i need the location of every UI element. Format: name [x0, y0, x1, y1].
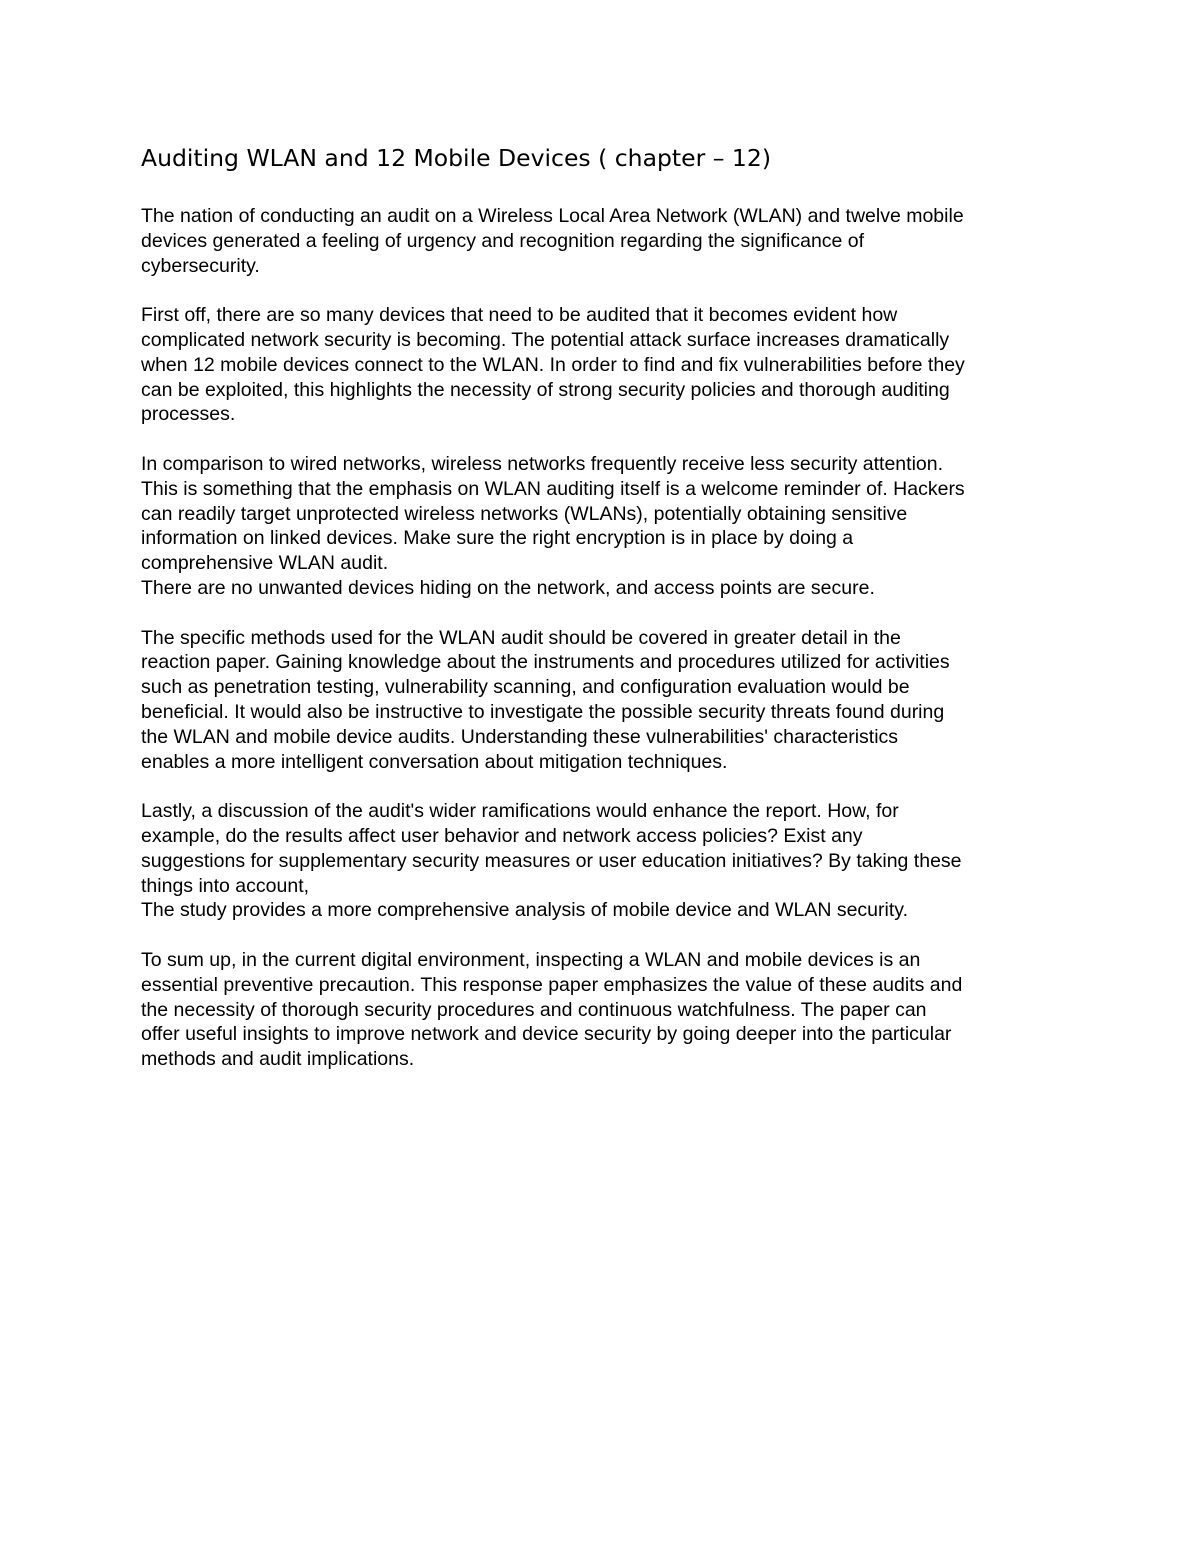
paragraph-audit-methods — [141, 626, 1061, 775]
text-line: This is something that the emphasis on WLAN auditing itself is a welcome reminder of. Hackers — [141, 477, 965, 500]
text-line: essential preventive precaution. This response paper emphasizes the value of these audits and — [141, 973, 963, 996]
text-line: the WLAN and mobile device audits. Understanding these vulnerabilities' characteristics — [141, 725, 899, 748]
paragraph-device-count — [141, 303, 1061, 427]
text-line: beneficial. It would also be instructive to investigate the possible security threats found during — [141, 700, 945, 723]
text-line: enables a more intelligent conversation about mitigation techniques. — [141, 750, 728, 773]
text-line: The specific methods used for the WLAN audit should be covered in greater detail in the — [141, 626, 901, 649]
text-line: processes. — [141, 403, 236, 426]
text-line: In comparison to wired networks, wireless networks frequently receive less security attention. — [141, 452, 944, 475]
text-line: There are no unwanted devices hiding on the network, and access points are secure. — [141, 576, 875, 599]
text-line: information on linked devices. Make sure the right encryption is in place by doing a — [141, 527, 854, 550]
text-line: things into account, — [141, 874, 310, 897]
text-line: example, do the results affect user behavior and network access policies? Exist any — [141, 824, 863, 847]
text-line: The nation of conducting an audit on a Wireless Local Area Network (WLAN) and twelve mobile — [141, 205, 964, 227]
text-line: complicated network security is becoming. The potential attack surface increases dramatically — [141, 328, 950, 351]
text-line: can be exploited, this highlights the necessity of strong security policies and thorough auditing — [141, 378, 950, 401]
text-line: suggestions for supplementary security measures or user education initiatives? By taking these — [141, 849, 962, 872]
document-body — [141, 143, 1061, 1097]
paragraph-intro — [141, 204, 1061, 278]
paragraph-ramifications — [141, 799, 1061, 923]
text-line: methods and audit implications. — [141, 1048, 415, 1071]
text-line: offer useful insights to improve network and device security by going deeper into the particular — [141, 1023, 952, 1046]
text-line: such as penetration testing, vulnerability scanning, and configuration evaluation would be — [141, 676, 910, 699]
text-line: comprehensive WLAN audit. — [141, 552, 389, 575]
text-line: reaction paper. Gaining knowledge about the instruments and procedures utilized for activities — [141, 651, 950, 674]
text-line: cybersecurity. — [141, 254, 260, 277]
document-title: Auditing WLAN and 12 Mobile Devices ( chapter – 12) — [141, 144, 771, 172]
text-line: Lastly, a discussion of the audit's wider ramifications would enhance the report. How, for — [141, 800, 899, 823]
text-line: devices generated a feeling of urgency and recognition regarding the significance of — [141, 229, 865, 252]
text-line: First off, there are so many devices that need to be audited that it becomes evident how — [141, 304, 898, 327]
text-line: To sum up, in the current digital environment, inspecting a WLAN and mobile devices is an — [141, 948, 921, 971]
paragraph-conclusion — [141, 948, 1061, 1072]
text-line: the necessity of thorough security procedures and continuous watchfulness. The paper can — [141, 998, 927, 1021]
text-line: can readily target unprotected wireless networks (WLANs), potentially obtaining sensitive — [141, 502, 908, 525]
text-line: The study provides a more comprehensive analysis of mobile device and WLAN security. — [141, 899, 908, 922]
paragraph-wireless-comparison — [141, 452, 1061, 601]
text-line: when 12 mobile devices connect to the WLAN. In order to find and fix vulnerabilities before they — [141, 353, 965, 376]
